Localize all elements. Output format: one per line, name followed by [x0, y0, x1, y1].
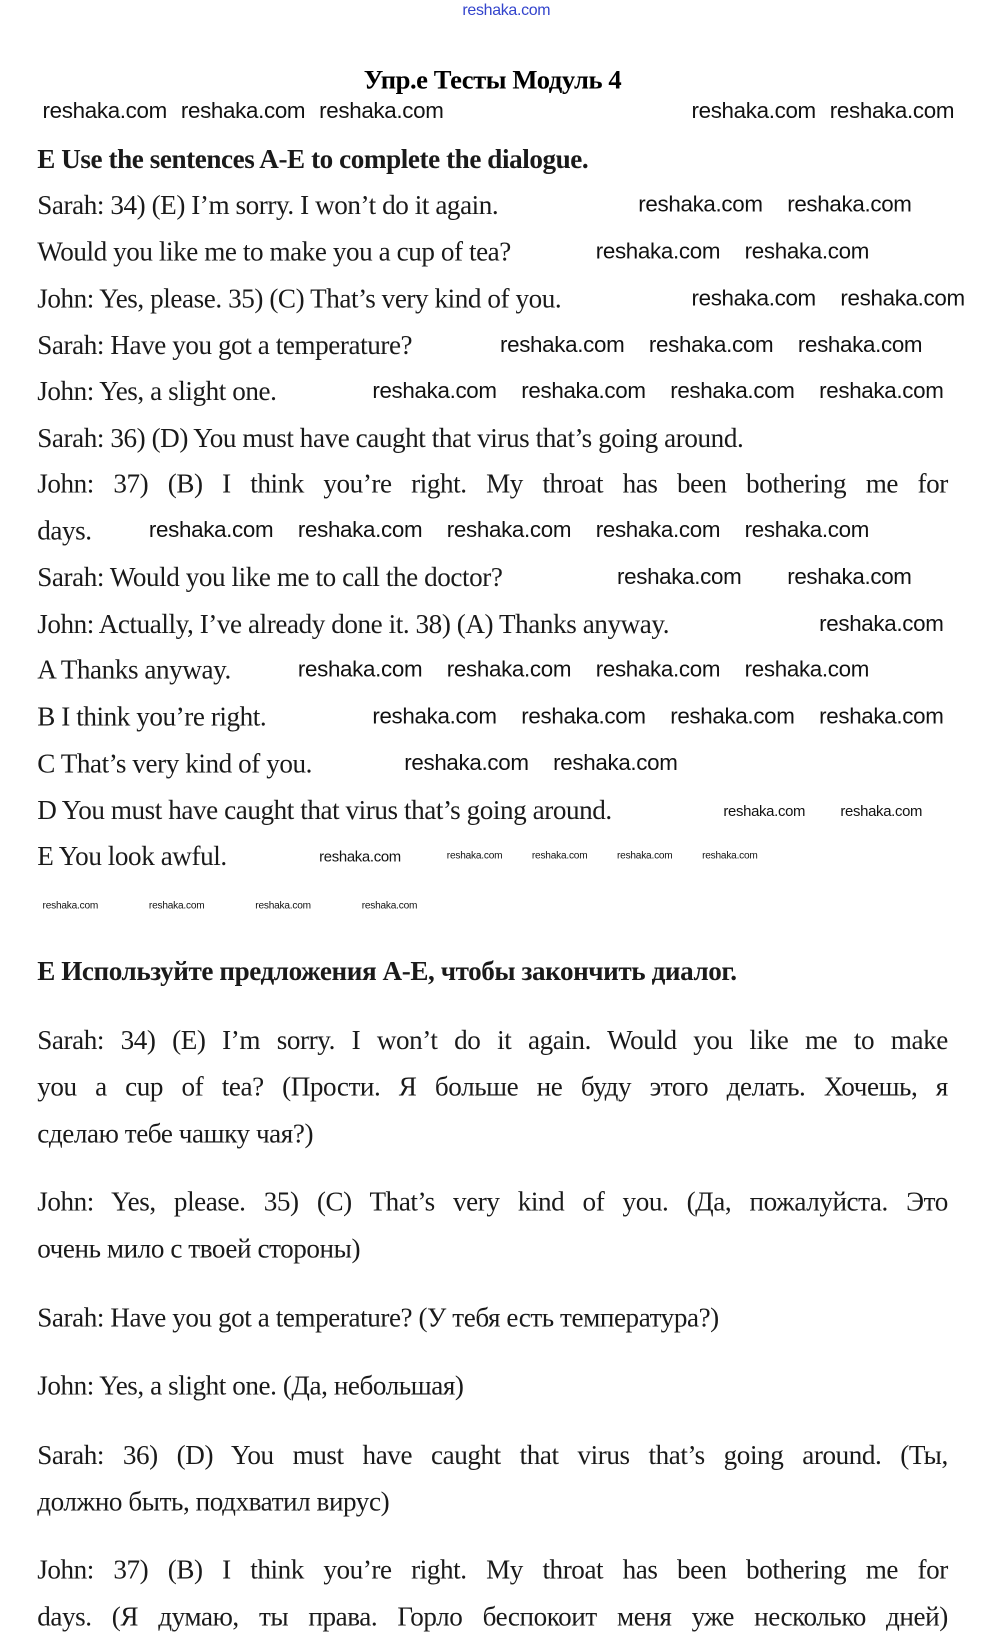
translation-line: сделаю тебе чашку чая?)	[37, 1118, 314, 1149]
watermark: reshaka.com	[372, 704, 497, 729]
translation-line: Sarah: 34) (E) I’m sorry. I won’t do it again. Would you like me to make	[37, 1024, 948, 1056]
watermark: reshaka.com	[595, 239, 721, 264]
translation-line: John: Yes, please. 35) (C) That’s very kind of you. (Да, пожалуйста. Это	[37, 1186, 948, 1217]
watermark: reshaka.com	[553, 751, 678, 776]
watermark: reshaka.com	[42, 98, 167, 124]
watermark: reshaka.com	[819, 611, 944, 637]
dialogue-line: days.	[37, 514, 92, 546]
watermark: reshaka.com	[180, 98, 306, 124]
watermark: reshaka.com	[617, 849, 673, 862]
watermark: reshaka.com	[744, 657, 870, 682]
watermark: reshaka.com	[840, 286, 965, 311]
watermark-top-link[interactable]: reshaka.com	[462, 1, 551, 20]
option-c: C That’s very kind of you.	[37, 747, 312, 779]
watermark: reshaka.com	[404, 751, 529, 776]
watermark: reshaka.com	[148, 899, 205, 912]
watermark: reshaka.com	[744, 239, 870, 264]
watermark: reshaka.com	[787, 564, 912, 590]
translation-line: you a cup of tea? (Прости. Я больше не буду этого делать. Хочешь, я	[37, 1071, 948, 1103]
translation-line: должно быть, подхватил вирус)	[37, 1486, 390, 1517]
watermark: reshaka.com	[499, 332, 625, 358]
watermark: reshaka.com	[595, 518, 721, 543]
option-b: B I think you’re right.	[37, 701, 267, 732]
watermark: reshaka.com	[521, 704, 646, 729]
watermark: reshaka.com	[297, 518, 423, 543]
watermark: reshaka.com	[648, 332, 774, 358]
watermark: reshaka.com	[670, 704, 795, 729]
translation-line: John: Yes, a slight one. (Да, небольшая)	[37, 1370, 464, 1402]
watermark: reshaka.com	[595, 657, 721, 682]
translation-line: John: 37) (B) I think you’re right. My throat has been bothering me for	[37, 1554, 948, 1586]
watermark: reshaka.com	[691, 286, 816, 311]
dialogue-line: John: Actually, I’ve already done it. 38) (A) Thanks anyway.	[37, 608, 670, 640]
watermark: reshaka.com	[819, 378, 944, 404]
section-heading-en: E Use the sentences A-E to complete the dialogue.	[37, 143, 589, 175]
translation-line: days. (Я думаю, ты права. Горло беспокоит меня уже несколько дней)	[37, 1601, 948, 1632]
page-title: Упр.е Тесты Модуль 4	[363, 65, 622, 95]
watermark: reshaka.com	[255, 899, 311, 912]
watermark: reshaka.com	[148, 518, 274, 543]
dialogue-line: Sarah: 34) (E) I’m sorry. I won’t do it again.	[37, 189, 499, 221]
watermark: reshaka.com	[840, 802, 923, 820]
option-a: A Thanks anyway.	[37, 654, 231, 686]
watermark: reshaka.com	[446, 518, 572, 543]
dialogue-line: John: Yes, a slight one.	[37, 375, 277, 407]
watermark: reshaka.com	[744, 518, 870, 543]
watermark: reshaka.com	[638, 192, 763, 218]
watermark: reshaka.com	[361, 899, 418, 912]
watermark: reshaka.com	[531, 849, 588, 862]
watermark: reshaka.com	[797, 332, 923, 358]
watermark: reshaka.com	[42, 899, 99, 912]
watermark: reshaka.com	[446, 849, 503, 862]
watermark: reshaka.com	[829, 98, 955, 124]
dialogue-line: John: Yes, please. 35) (C) That’s very kind of you.	[37, 282, 562, 314]
watermark: reshaka.com	[319, 98, 444, 124]
dialogue-line: Sarah: 36) (D) You must have caught that virus that’s going around.	[37, 422, 744, 454]
watermark: reshaka.com	[446, 657, 572, 682]
watermark: reshaka.com	[319, 847, 401, 865]
watermark: reshaka.com	[787, 192, 912, 218]
dialogue-line: Would you like me to make you a cup of tea?	[37, 236, 511, 268]
watermark: reshaka.com	[521, 378, 646, 404]
watermark: reshaka.com	[670, 378, 795, 404]
translation-line: Sarah: Have you got a temperature? (У тебя есть температура?)	[37, 1302, 719, 1333]
watermark: reshaka.com	[617, 564, 742, 590]
watermark: reshaka.com	[691, 98, 816, 124]
section-heading-ru: E Используйте предложения A-E, чтобы закончить диалог.	[37, 955, 737, 987]
watermark: reshaka.com	[723, 802, 806, 820]
option-e: E You look awful.	[37, 840, 227, 872]
dialogue-line: Sarah: Would you like me to call the doctor?	[37, 561, 503, 593]
translation-line: очень мило с твоей стороны)	[37, 1232, 361, 1264]
watermark: reshaka.com	[819, 704, 944, 729]
watermark: reshaka.com	[372, 378, 497, 404]
dialogue-line: Sarah: Have you got a temperature?	[37, 329, 413, 361]
option-d: D You must have caught that virus that’s going around.	[37, 794, 612, 826]
dialogue-line: John: 37) (B) I think you’re right. My throat has been bothering me for	[37, 468, 948, 499]
translation-line: Sarah: 36) (D) You must have caught that virus that’s going around. (Ты,	[37, 1439, 948, 1471]
watermark: reshaka.com	[702, 849, 758, 862]
watermark: reshaka.com	[297, 657, 423, 682]
